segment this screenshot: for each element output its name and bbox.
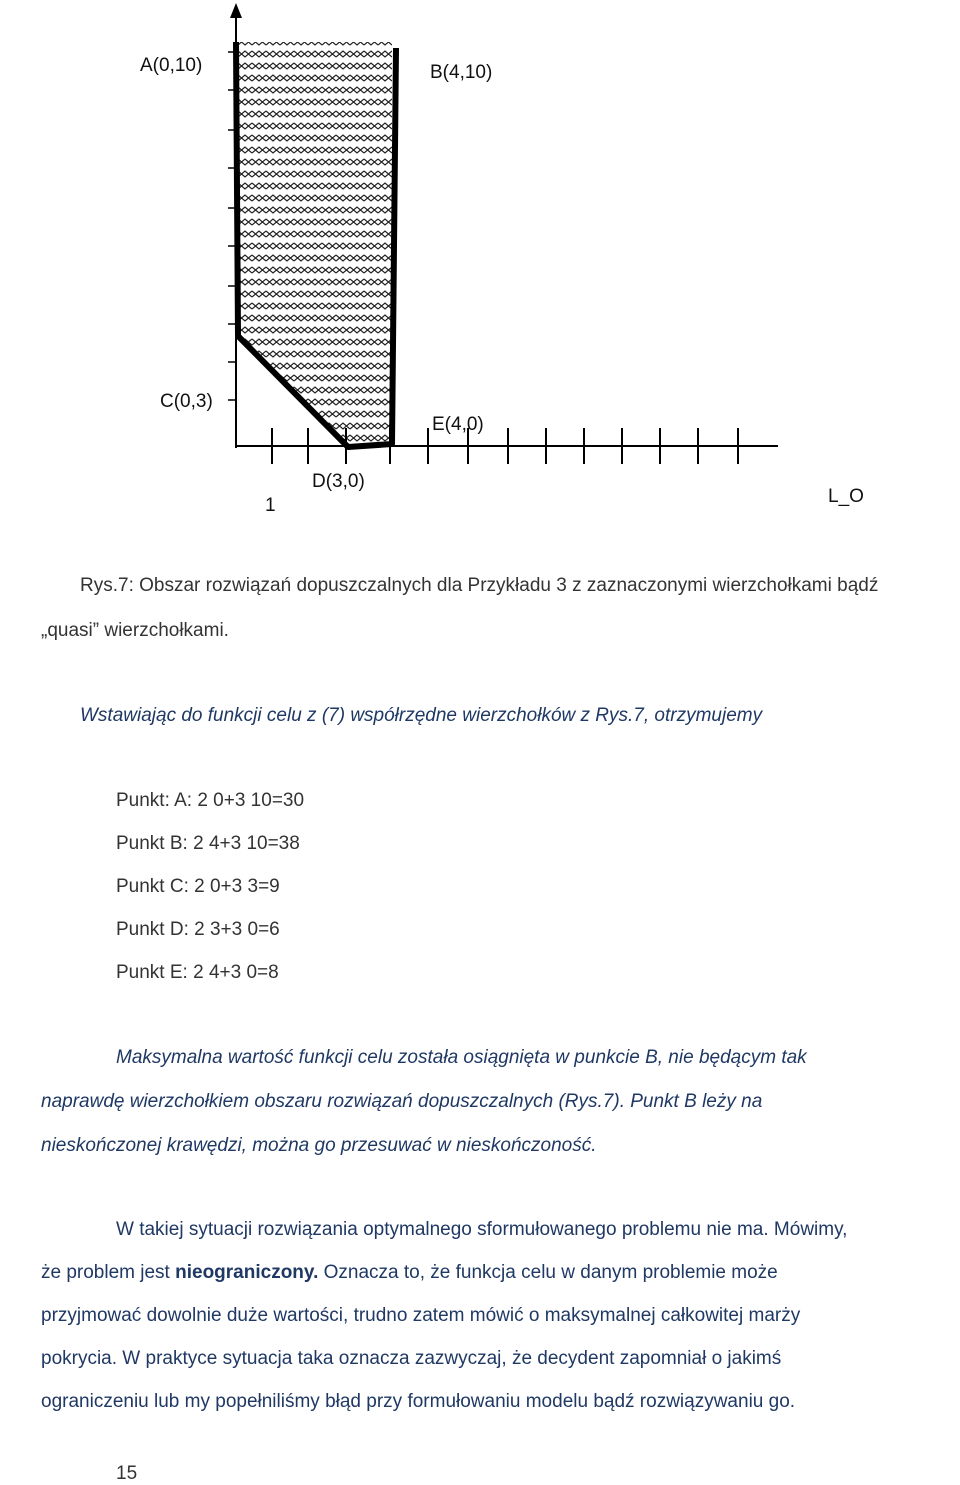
paragraph-line4: pokrycia. W praktyce sytuacja taka oznacza zazwyczaj, że decydent zapomniał o jakimś	[41, 1348, 782, 1369]
label-l-o: L_O	[828, 486, 864, 507]
label-point-b: B(4,10)	[430, 62, 493, 83]
figure-caption-line1: Rys.7: Obszar rozwiązań dopuszczalnych dla Przykładu 3 z zaznaczonymi wierzchołkami bądź	[80, 575, 879, 596]
label-point-d: D(3,0)	[312, 471, 365, 492]
paragraph-line5: ograniczeniu lub my popełniliśmy błąd przy formułowaniu modelu bądź rozwiązywaniu go.	[41, 1391, 796, 1412]
point-b-value: Punkt B: 2 4+3 10=38	[116, 833, 300, 854]
point-e-value: Punkt E: 2 4+3 0=8	[116, 962, 279, 983]
page-number: 15	[116, 1463, 138, 1484]
label-point-a: A(0,10)	[140, 55, 203, 76]
paragraph-line2-pre: że problem jest	[41, 1262, 176, 1283]
paragraph-line2	[41, 1262, 778, 1284]
intro-sentence: Wstawiając do funkcji celu z (7) współrzędne wierzchołków z Rys.7, otrzymujemy	[80, 705, 763, 726]
keyword-nieograniczony: nieograniczony.	[175, 1262, 319, 1283]
point-c-value: Punkt C: 2 0+3 3=9	[116, 876, 280, 897]
feasible-region-figure	[0, 0, 960, 560]
paragraph-line2-post: Oznacza to, że funkcja celu w danym problemie może	[318, 1262, 778, 1283]
paragraph-line3: przyjmować dowolnie duże wartości, trudno zatem mówić o maksymalnej całkowitej marży	[41, 1305, 801, 1326]
label-point-c: C(0,3)	[160, 391, 213, 412]
conclusion-line2: naprawdę wierzchołkiem obszaru rozwiązań dopuszczalnych (Rys.7). Punkt B leży na	[41, 1091, 763, 1112]
paragraph-line1: W takiej sytuacji rozwiązania optymalnego sformułowanego problemu nie ma. Mówimy,	[116, 1219, 848, 1240]
feasible-region	[236, 42, 392, 447]
point-a-value: Punkt: A: 2 0+3 10=30	[116, 790, 305, 811]
figure-caption-line2: „quasi” wierzchołkami.	[41, 620, 229, 641]
tick-label-1: 1	[265, 495, 276, 516]
label-point-e: E(4,0)	[432, 414, 484, 435]
y-axis-arrow	[230, 3, 242, 18]
conclusion-line3: nieskończonej krawędzi, można go przesuwać w nieskończoność.	[41, 1135, 597, 1156]
conclusion-line1: Maksymalna wartość funkcji celu została osiągnięta w punkcie B, nie będącym tak	[116, 1047, 807, 1068]
point-d-value: Punkt D: 2 3+3 0=6	[116, 919, 280, 940]
